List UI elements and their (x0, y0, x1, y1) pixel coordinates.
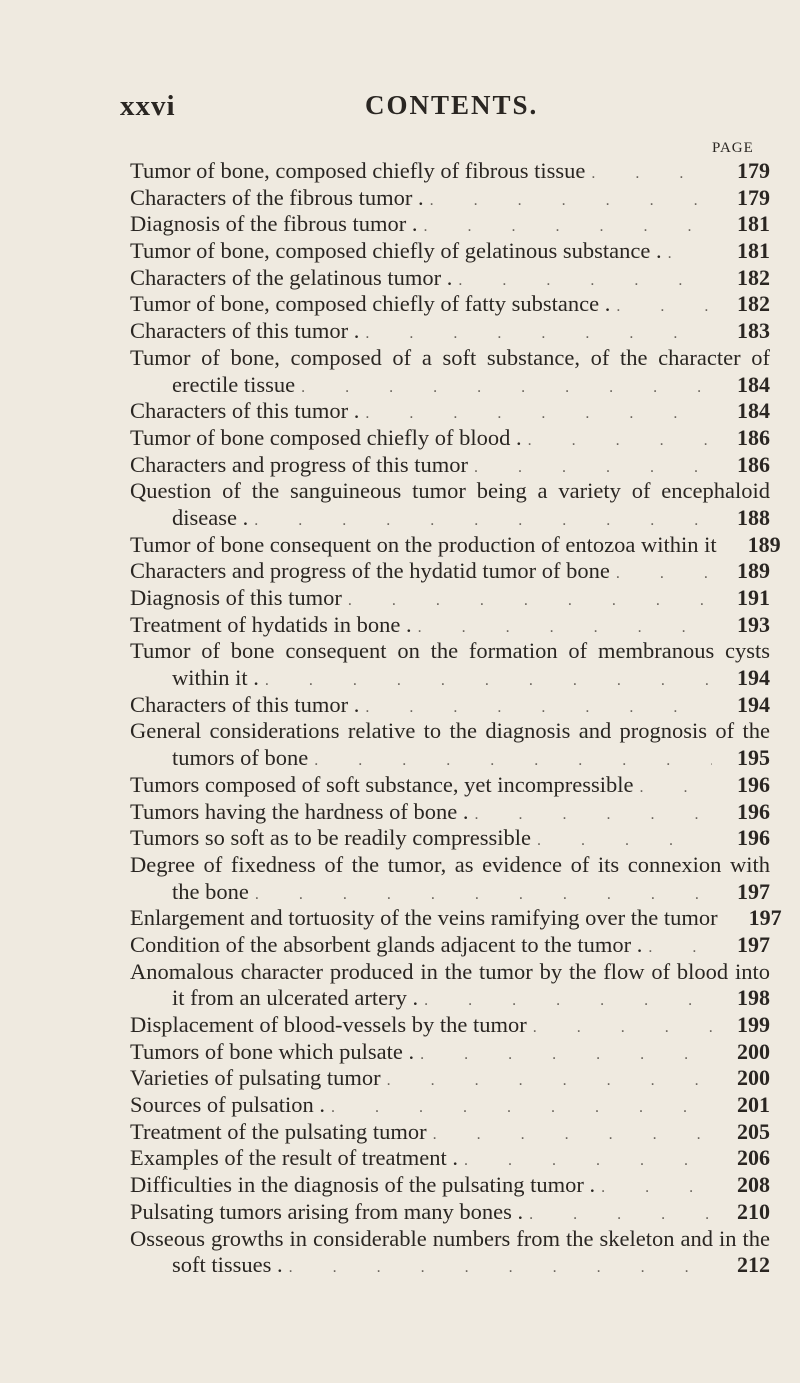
dot-leader (365, 401, 712, 428)
dot-leader (254, 508, 712, 535)
toc-entry-page: 181 (737, 238, 770, 264)
toc-entry-page: 197 (737, 931, 770, 957)
toc-entry-page: 208 (737, 1172, 770, 1198)
toc-entry-text: the bone (172, 878, 249, 904)
toc-entry-text: Anomalous character produced in the tumor by the flow of blood into (130, 958, 770, 984)
toc-entry-text: Tumors so soft as to be readily compressible (130, 825, 532, 851)
toc-entry (130, 1172, 770, 1199)
toc-entry (130, 398, 770, 425)
toc-entry (130, 478, 770, 531)
toc-entry-page: 184 (737, 371, 770, 397)
toc-entry (130, 318, 770, 345)
dot-leader (668, 241, 712, 268)
toc-entry (130, 1065, 770, 1092)
toc-entry-text: Characters of this tumor . (130, 398, 360, 424)
toc-entry-text: soft tissues . (172, 1252, 283, 1278)
toc-entry-text: Sources of pulsation . (130, 1092, 325, 1118)
toc-entry (130, 265, 770, 292)
toc-entry-page: 191 (737, 585, 770, 610)
toc-entry (130, 1199, 770, 1226)
dot-leader (533, 1015, 712, 1042)
dot-leader (301, 375, 712, 402)
toc-entry-page: 179 (737, 158, 770, 183)
dot-leader (458, 268, 712, 295)
toc-entry (130, 852, 770, 905)
toc-entry-page: 189 (747, 531, 781, 557)
toc-entry (130, 799, 770, 826)
dot-leader (475, 802, 712, 829)
dot-leader (418, 615, 712, 642)
running-head (120, 90, 760, 124)
toc-entry-text: Question of the sanguineous tumor being a variety of encephaloid (130, 478, 770, 504)
dot-leader (537, 828, 712, 855)
toc-entry-text: Characters of the gelatinous tumor . (130, 264, 453, 290)
toc-entry-page: 196 (737, 825, 770, 851)
toc-entry-text: Enlargement and tortuosity of the veins ramifying over the tumor (130, 905, 718, 931)
toc-entry-text: Treatment of hydatids in bone . (130, 611, 412, 637)
toc-entry (130, 158, 770, 185)
toc-entry-text: Tumor of bone, composed of a soft substance, of the character of (130, 344, 770, 370)
dot-leader (265, 668, 712, 695)
toc-entry (130, 1092, 770, 1119)
toc-entry-text: Tumors of bone which pulsate . (130, 1038, 415, 1064)
toc-entry-page: 196 (737, 798, 770, 824)
toc-entry (130, 425, 770, 452)
toc-entry-page: 200 (737, 1038, 770, 1064)
table-of-contents (130, 158, 782, 1279)
toc-entry-text: Condition of the absorbent glands adjacent to the tumor . (130, 931, 643, 957)
dot-leader (420, 1042, 712, 1069)
dot-leader (616, 561, 712, 588)
toc-entry-page: 186 (737, 451, 770, 477)
toc-entry (130, 692, 770, 719)
toc-entry-page: 193 (737, 611, 770, 637)
toc-entry-text: Diagnosis of the fibrous tumor . (130, 211, 418, 237)
toc-entry-page: 199 (737, 1012, 770, 1037)
toc-entry-text: Diagnosis of this tumor (130, 585, 342, 610)
dot-leader (387, 1068, 712, 1095)
toc-entry (130, 345, 770, 398)
toc-entry-page: 210 (737, 1198, 770, 1224)
toc-entry (130, 452, 770, 479)
toc-entry (130, 531, 781, 559)
toc-entry-page: 189 (737, 558, 770, 584)
toc-entry-page: 186 (737, 424, 770, 450)
toc-entry-page: 194 (737, 691, 770, 717)
dot-leader (601, 1175, 712, 1202)
toc-entry-page: 200 (737, 1065, 770, 1091)
dot-leader (365, 321, 712, 348)
toc-entry-text: Varieties of pulsating tumor (130, 1065, 381, 1091)
toc-entry (130, 1012, 770, 1039)
toc-entry (130, 905, 782, 932)
toc-entry-page: 183 (737, 318, 770, 344)
toc-entry (130, 1145, 770, 1172)
dot-leader (423, 214, 712, 241)
toc-entry (130, 185, 770, 212)
page-title: CONTENTS. (365, 90, 539, 120)
dot-leader (616, 294, 712, 321)
toc-entry-page: 196 (737, 771, 770, 797)
toc-entry-text: Treatment of the pulsating tumor (130, 1118, 427, 1144)
toc-entry (130, 772, 770, 799)
dot-leader (474, 455, 712, 482)
toc-entry-page: 182 (737, 264, 770, 290)
toc-entry (130, 1119, 770, 1146)
toc-entry-text: Osseous growths in considerable numbers from the skeleton and in the (130, 1225, 770, 1251)
toc-entry (130, 585, 770, 612)
toc-entry-text: Displacement of blood-vessels by the tumor (130, 1012, 527, 1037)
toc-entry-text: Pulsating tumors arising from many bones . (130, 1198, 524, 1224)
toc-entry-text: Difficulties in the diagnosis of the pulsating tumor . (130, 1172, 596, 1198)
page-column-label: PAGE (712, 140, 754, 156)
dot-leader (255, 882, 712, 909)
toc-entry-text: Characters and progress of this tumor (130, 451, 469, 477)
dot-leader (348, 588, 712, 615)
toc-entry-text: tumors of bone (172, 745, 309, 771)
toc-entry-page: 198 (737, 985, 770, 1011)
toc-entry (130, 238, 770, 265)
toc-entry-page: 181 (737, 211, 770, 237)
toc-entry-text: Characters of this tumor . (130, 691, 360, 717)
dot-leader (464, 1148, 712, 1175)
toc-entry (130, 1226, 770, 1279)
toc-entry-page: 188 (737, 504, 770, 530)
toc-entry (130, 718, 770, 771)
toc-entry-text: Tumor of bone, composed chiefly of fibrous tissue (130, 158, 586, 183)
toc-entry-text: Tumor of bone consequent on the formation of membranous cysts (130, 638, 770, 664)
toc-entry-page: 194 (737, 665, 770, 691)
toc-entry (130, 558, 770, 585)
toc-entry (130, 638, 770, 691)
toc-entry-page: 195 (737, 745, 770, 771)
dot-leader (433, 1122, 712, 1149)
toc-entry-text: Tumors having the hardness of bone . (130, 798, 469, 824)
dot-leader (424, 988, 712, 1015)
toc-entry-page: 182 (737, 291, 770, 317)
toc-entry-page: 179 (737, 184, 770, 210)
toc-entry-text: Degree of fixedness of the tumor, as evidence of its connexion with (130, 851, 770, 877)
toc-entry-page: 201 (737, 1092, 770, 1118)
toc-entry-text: erectile tissue (172, 371, 296, 397)
toc-entry-text: Characters and progress of the hydatid tumor of bone (130, 558, 610, 584)
dot-leader (528, 428, 712, 455)
toc-entry (130, 825, 770, 852)
toc-entry-text: Characters of this tumor . (130, 318, 360, 344)
toc-entry-text: Examples of the result of treatment . (130, 1145, 459, 1171)
dot-leader (314, 748, 712, 775)
dot-leader (331, 1095, 712, 1122)
toc-entry-text: Tumor of bone, composed chiefly of gelatinous substance . (130, 238, 662, 264)
dot-leader (639, 775, 712, 802)
dot-leader (365, 695, 712, 722)
toc-entry-page: 205 (737, 1118, 770, 1144)
dot-leader (529, 1202, 712, 1229)
toc-entry (130, 959, 770, 1012)
toc-entry-text: it from an ulcerated artery . (172, 985, 419, 1011)
dot-leader (591, 161, 712, 188)
toc-entry (130, 211, 770, 238)
toc-entry-text: General considerations relative to the diagnosis and prognosis of the (130, 718, 770, 744)
toc-entry-text: disease . (172, 504, 249, 530)
page-number-roman: xxvi (120, 90, 176, 122)
toc-entry-page: 212 (737, 1252, 770, 1278)
toc-entry-text: Tumor of bone, composed chiefly of fatty substance . (130, 291, 611, 317)
dot-leader (430, 188, 712, 215)
toc-entry-text: Characters of the fibrous tumor . (130, 184, 424, 210)
toc-entry (130, 612, 770, 639)
toc-entry-page: 184 (737, 398, 770, 424)
dot-leader (289, 1255, 712, 1282)
toc-entry-text: within it . (172, 665, 259, 691)
toc-entry (130, 291, 770, 318)
toc-entry-page: 197 (748, 905, 782, 931)
toc-entry (130, 932, 770, 959)
toc-entry (130, 1039, 770, 1066)
toc-entry-text: Tumor of bone composed chiefly of blood . (130, 424, 522, 450)
toc-entry-page: 197 (737, 878, 770, 904)
toc-entry-page: 206 (737, 1145, 770, 1171)
toc-entry-text: Tumors composed of soft substance, yet incompressible (130, 771, 634, 797)
toc-entry-text: Tumor of bone consequent on the production of entozoa within it (130, 531, 717, 557)
dot-leader (648, 935, 712, 962)
